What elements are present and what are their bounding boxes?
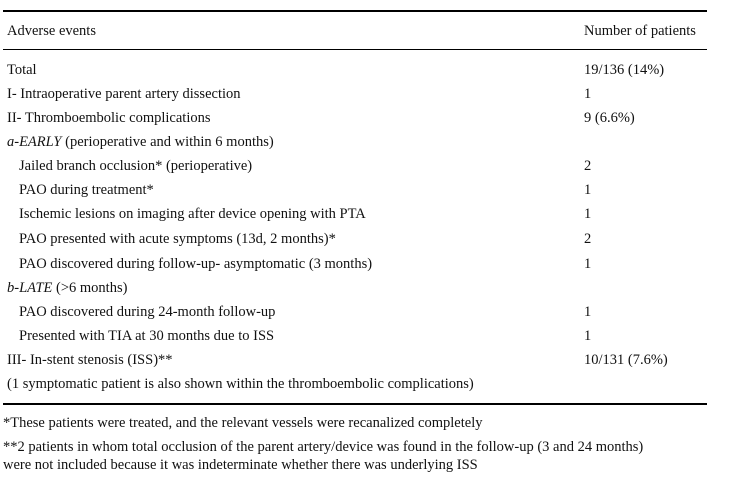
row-value: 1 [584, 182, 592, 198]
table-bottom-rule [3, 403, 707, 405]
row-label: PAO discovered during 24-month follow-up [19, 304, 276, 320]
row-label: Jailed branch occlusion* (perioperative) [19, 158, 253, 174]
row-value: 1 [584, 206, 592, 222]
row-label-rest: (>6 months) [52, 280, 128, 296]
row-value: 2 [584, 231, 592, 247]
row-label-rest: (perioperative and within 6 months) [61, 134, 274, 150]
row-label-italic: a-EARLY [7, 134, 62, 150]
row-label: II- Thromboembolic complications [7, 110, 211, 126]
row-value: 2 [584, 158, 592, 174]
row-label-note: (1 symptomatic patient is also shown within the thromboembolic complications) [7, 376, 474, 392]
row-label: PAO discovered during follow-up- asymptomatic (3 months) [19, 256, 373, 272]
row-label: III- In-stent stenosis (ISS)** [7, 352, 173, 368]
row-value: 19/136 (14%) [584, 62, 665, 78]
row-label-italic: b-LATE [7, 280, 53, 296]
row-value: 1 [584, 304, 592, 320]
row-value: 10/131 (7.6%) [584, 352, 668, 368]
row-label: Presented with TIA at 30 months due to ISS [19, 328, 275, 344]
row-label: PAO during treatment* [19, 182, 154, 198]
row-value: 1 [584, 256, 592, 272]
footnote-treated: *These patients were treated, and the relevant vessels were recanalized completely [3, 415, 483, 431]
row-label: Ischemic lesions on imaging after device opening with PTA [19, 206, 366, 222]
table-header-rule [3, 49, 707, 50]
footnote-total-occlusion: **2 patients in whom total occlusion of the parent artery/device was found in the follow-up (3 and 24 months) [3, 439, 644, 455]
row-label: Total [7, 62, 37, 78]
row-value: 1 [584, 328, 592, 344]
row-label: PAO presented with acute symptoms (13d, 2 months)* [19, 231, 336, 247]
row-value: 9 (6.6%) [584, 110, 635, 126]
row-label: I- Intraoperative parent artery dissection [7, 86, 241, 102]
row-value: 1 [584, 86, 592, 102]
header-number-of-patients: Number of patients [584, 23, 696, 39]
table-top-rule [3, 10, 707, 12]
footnote-total-occlusion-cont: were not included because it was indeterminate whether there was underlying ISS [3, 457, 478, 473]
row-label-early [7, 133, 274, 151]
header-adverse-events: Adverse events [7, 23, 96, 39]
row-label-late [7, 279, 127, 297]
